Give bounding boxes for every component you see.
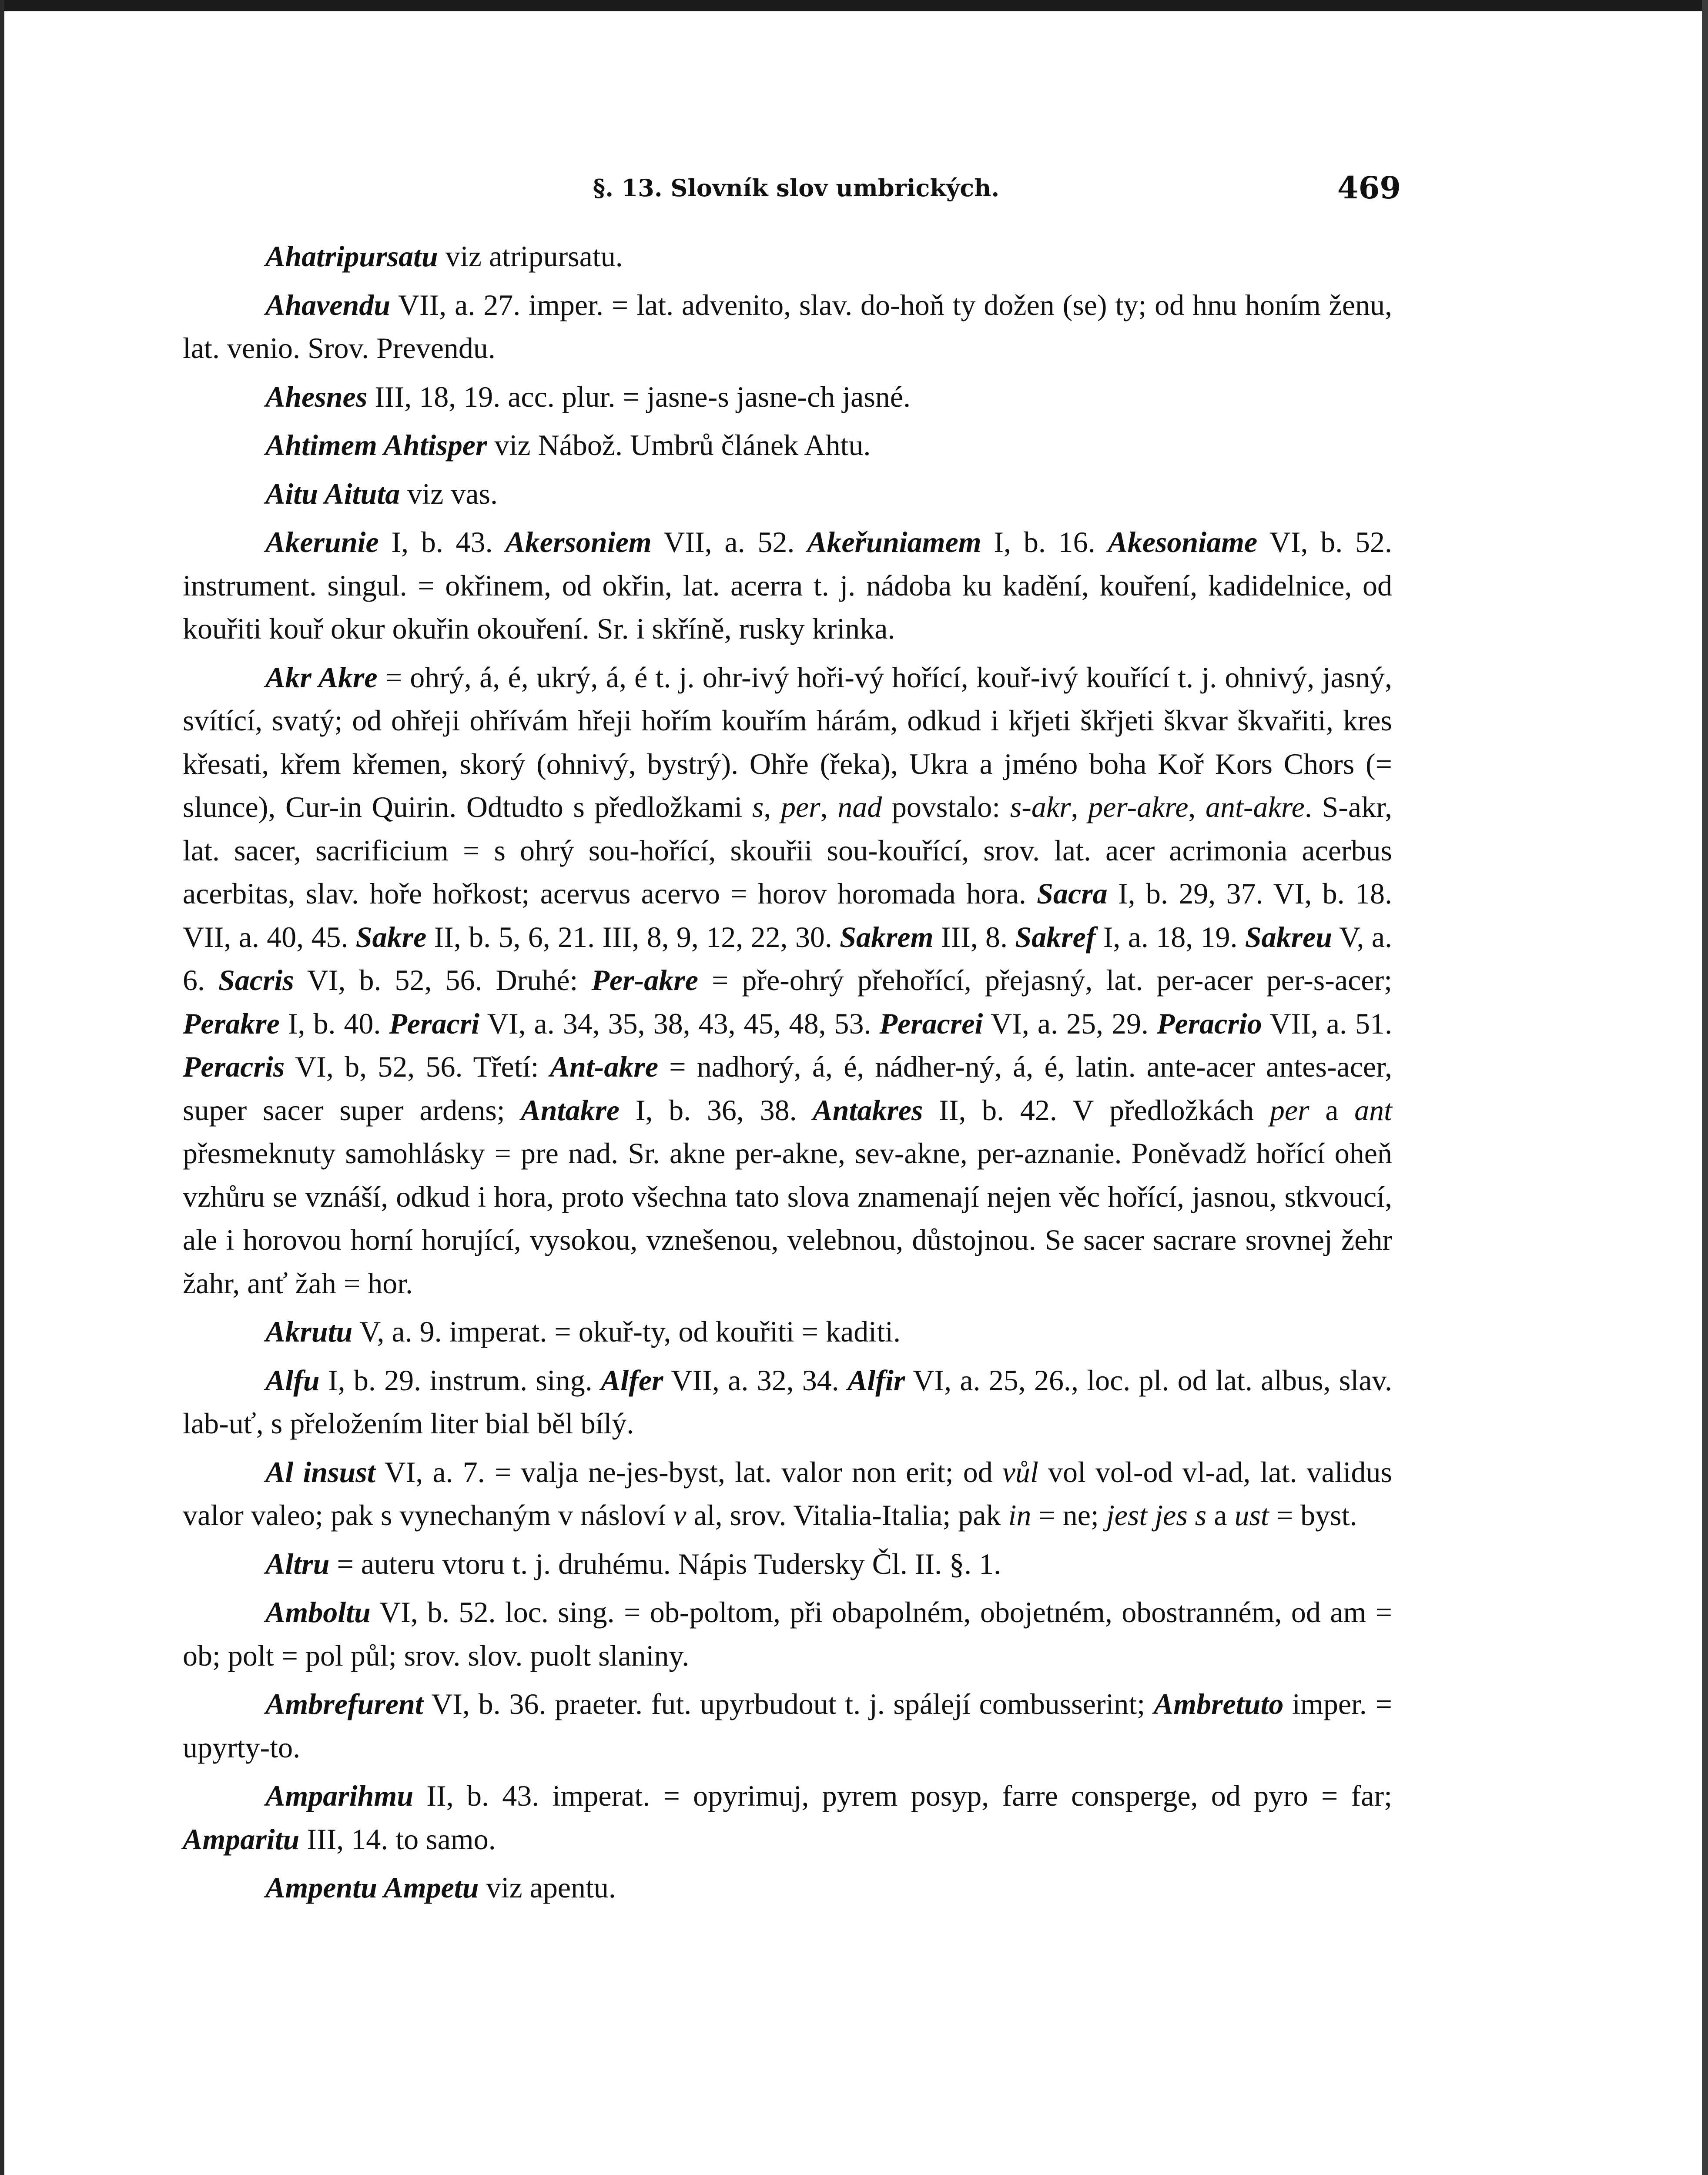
entry-headword: Ahatripursatu (265, 240, 438, 273)
running-title: §. 13. Slovník slov umbrických. (593, 174, 1000, 202)
entry-text: VI, b, 52, 56. Třetí: (285, 1050, 550, 1083)
entry-text: III, 18, 19. acc. plur. = jasne-s jasne-ch jasné. (367, 380, 911, 413)
dictionary-entry (183, 1774, 1392, 1861)
dictionary-entry (183, 1866, 1392, 1910)
italic-word: v (673, 1499, 687, 1532)
dictionary-entry (183, 1591, 1392, 1677)
entry-headword: Amboltu (265, 1596, 371, 1629)
italic-word: in (1008, 1499, 1031, 1532)
entry-text: VI, a. 25, 29. (983, 1007, 1157, 1040)
entry-headword: Peracri (389, 1007, 480, 1040)
entry-text: , (764, 790, 781, 823)
entry-text: přesmeknuty samohlásky = pre nad. Sr. akne per-akne, sev-akne, per-aznanie. Poněvadž hořící oheň vzhůru se vznáší, odkud i hora, proto všechna tato slova znamenají nejen věc hořící, jasnou, stkvoucí, ale i horovou horní horující, vysokou, vznešenou, velebnou, důstojnou. Se sacer sacrare srovnej žehr žahr, anť žah = hor. (183, 1137, 1392, 1300)
entry-text: , (1188, 790, 1206, 823)
entry-text: viz apentu. (479, 1871, 616, 1904)
entry-headword: Amparihmu (265, 1779, 414, 1812)
entry-text: II, b. 5, 6, 21. III, 8, 9, 12, 22, 30. (426, 920, 840, 954)
italic-word: per (1269, 1093, 1309, 1127)
entry-headword: Sakreu (1245, 920, 1333, 954)
entry-text: III, 8. (933, 920, 1015, 954)
entry-text: viz vas. (400, 477, 498, 510)
entry-headword: Akeřuniamem (807, 525, 981, 559)
entry-headword: Akersoniem (505, 525, 652, 559)
entry-text: I, b. 36, 38. (620, 1093, 813, 1127)
entry-text: V, a. 6. (183, 920, 1393, 997)
entry-text: VI, a. 34, 35, 38, 43, 45, 48, 53. (479, 1007, 880, 1040)
dictionary-entry (183, 424, 1392, 467)
italic-word: jest jes s (1106, 1499, 1207, 1532)
entry-text: I, b. 16. (981, 525, 1108, 559)
entry-headword: Amparitu (183, 1822, 300, 1856)
dictionary-entry (183, 284, 1392, 370)
entry-text: vol vol-od vl-ad, lat. validus valor valeo; pak s vynechaným v násloví (183, 1455, 1392, 1532)
entry-text: povstalo: (882, 790, 1010, 823)
entry-headword: Sacris (218, 964, 294, 997)
entry-headword: Akesoniame (1108, 525, 1258, 559)
entry-text: = nadhorý, á, é, nádher-ný, á, é, latin. ante-acer antes-acer, super sacer super ardens; (183, 1050, 1392, 1127)
dictionary-entry (183, 1310, 1392, 1354)
italic-word: vůl (1002, 1455, 1038, 1489)
italic-word: ant-akre (1206, 790, 1305, 823)
entry-headword: Ambrefurent (265, 1687, 423, 1720)
entry-headword: Sakref (1015, 920, 1096, 954)
dictionary-entry (183, 1359, 1392, 1446)
entry-text: II, b. 43. imperat. = opyrimuj, pyrem posyp, farre consperge, od pyro = far; (413, 1779, 1392, 1812)
entry-headword: Ant-akre (549, 1050, 659, 1083)
entry-headword: Peracris (183, 1050, 285, 1083)
entry-text: VII, a. 52. (651, 525, 807, 559)
entry-headword: Antakres (813, 1093, 923, 1127)
entry-headword: Ahesnes (265, 380, 368, 413)
entry-headword: Sakre (355, 920, 427, 954)
entry-headword: Peracrio (1156, 1007, 1262, 1040)
entry-text: . S-akr, lat. sacer, sacrificium = s ohrý sou-hořící, skouřii sou-kouřící, srov. lat. acer acrimonia acerbus acerbitas, slav. hoře hořkost; acervus acervo = horov horomada hora. (183, 790, 1393, 910)
entry-text: , (1071, 790, 1088, 823)
entry-text: = auteru vtoru t. j. druhému. Nápis Tudersky Čl. II. §. 1. (329, 1547, 1001, 1580)
entry-headword: Sacra (1037, 877, 1108, 910)
entry-headword: Ampentu Ampetu (265, 1871, 479, 1904)
entry-headword: Akrutu (265, 1315, 353, 1348)
dictionary-text (183, 235, 1392, 1915)
entry-headword: Per-akre (591, 964, 698, 997)
entry-headword: Peracrei (879, 1007, 983, 1040)
entry-text: V, a. 9. imperat. = okuř-ty, od kouřiti = kaditi. (352, 1315, 901, 1348)
entry-headword: Alfer (600, 1363, 663, 1397)
entry-text: VI, b. 36. praeter. fut. upyrbudout t. j. spálejí combusserint; (423, 1687, 1154, 1720)
italic-word: s-akr (1010, 790, 1071, 823)
entry-text: I, b. 43. (378, 525, 506, 559)
italic-word: ust (1234, 1499, 1269, 1532)
dictionary-entry (183, 472, 1392, 516)
entry-text: al, srov. Vitalia-Italia; pak (686, 1499, 1008, 1532)
entry-text: , (820, 790, 838, 823)
entry-headword: Ahavendu (265, 288, 391, 321)
scan-edge-left (0, 0, 4, 2175)
entry-headword: Antakre (521, 1093, 620, 1127)
entry-text: I, b. 40. (279, 1007, 389, 1040)
entry-text: = ohrý, á, é, ukrý, á, é t. j. ohr-ivý hoři-vý hořící, kouř-ivý kouřící t. j. ohnivý, jasný, svítící, svatý; od ohřeji ohřívám hřeji hořím kouřím hárám, odkud i křjeti škřjeti škvar škvařiti, kres křesati, křem křemen, skorý (ohnivý, bystrý). Ohře (řeka), Ukra a jméno boha Koř Kors Chors (= slunce), Cur-in Quirin. Odtudto s předložkami (183, 660, 1393, 823)
entry-text: VI, b. 52, 56. Druhé: (294, 964, 592, 997)
entry-text: imper. = upyrty-to. (183, 1687, 1392, 1764)
scan-edge-right (1702, 0, 1708, 2175)
entry-headword: Akerunie (265, 525, 379, 559)
dictionary-entry (183, 1683, 1392, 1769)
italic-word: s (752, 790, 764, 823)
dictionary-entry (183, 521, 1392, 651)
italic-word: per (780, 790, 821, 823)
entry-text: I, b. 29. instrum. sing. (319, 1363, 601, 1397)
italic-word: per-akre (1088, 790, 1189, 823)
entry-headword: Aitu Aituta (265, 477, 400, 510)
entry-text: = pře-ohrý přehořící, přejasný, lat. per-acer per-s-acer; (698, 964, 1392, 997)
entry-headword: Perakre (183, 1007, 280, 1040)
entry-headword: Al insust (265, 1455, 375, 1489)
italic-word: nad (837, 790, 882, 823)
entry-text: a (1206, 1499, 1235, 1532)
entry-text: VI, b. 52. loc. sing. = ob-poltom, při obapolném, obojetném, obostranném, od am = ob; polt = pol půl; srov. slov. puolt slaniny. (183, 1596, 1392, 1672)
entry-text: viz Nábož. Umbrů článek Ahtu. (487, 428, 871, 462)
entry-headword: Alfir (847, 1363, 905, 1397)
entry-text: a (1309, 1093, 1355, 1127)
entry-headword: Altru (265, 1547, 330, 1580)
entry-text: III, 14. to samo. (299, 1822, 496, 1856)
entry-headword: Akr Akre (265, 660, 378, 694)
entry-text: VII, a. 27. imper. = lat. advenito, slav. do-hoň ty dožen (se) ty; od hnu honím ženu, lat. venio. Srov. Prevendu. (183, 288, 1392, 365)
entry-text: VI, a. 7. = valja ne-jes-byst, lat. valor non erit; od (375, 1455, 1002, 1489)
page-number: 469 (1337, 170, 1401, 206)
entry-headword: Ambretuto (1153, 1687, 1284, 1720)
entry-text: I, b. 29, 37. VI, b. 18. VII, a. 40, 45. (183, 877, 1392, 954)
entry-text: II, b. 42. V předložkách (923, 1093, 1270, 1127)
entry-headword: Sakrem (840, 920, 934, 954)
dictionary-entry (183, 656, 1392, 1305)
entry-text: = ne; (1031, 1499, 1106, 1532)
entry-headword: Ahtimem Ahtisper (265, 428, 487, 462)
entry-headword: Alfu (265, 1363, 320, 1397)
dictionary-entry (183, 1451, 1392, 1537)
entry-text: VII, a. 51. (1262, 1007, 1392, 1040)
dictionary-entry (183, 375, 1392, 419)
entry-text: VI, a. 25, 26., loc. pl. od lat. albus, slav. lab-uť, s přeložením liter bial běl bílý. (183, 1363, 1393, 1440)
scan-edge-top (0, 0, 1708, 11)
dictionary-entry (183, 235, 1392, 278)
entry-text: = byst. (1269, 1499, 1357, 1532)
italic-word: ant (1354, 1093, 1393, 1127)
entry-text: VII, a. 32, 34. (663, 1363, 848, 1397)
entry-text: VI, b. 52. instrument. singul. = okřinem, od okřin, lat. acerra t. j. nádoba ku kadění, kouření, kadidelnice, od kouřiti kouř okur okuřin okouření. Sr. i skříně, rusky krinka. (183, 525, 1393, 645)
page-header (183, 170, 1410, 218)
dictionary-entry (183, 1543, 1392, 1586)
entry-text: viz atripursatu. (438, 240, 623, 273)
entry-text: I, a. 18, 19. (1095, 920, 1245, 954)
